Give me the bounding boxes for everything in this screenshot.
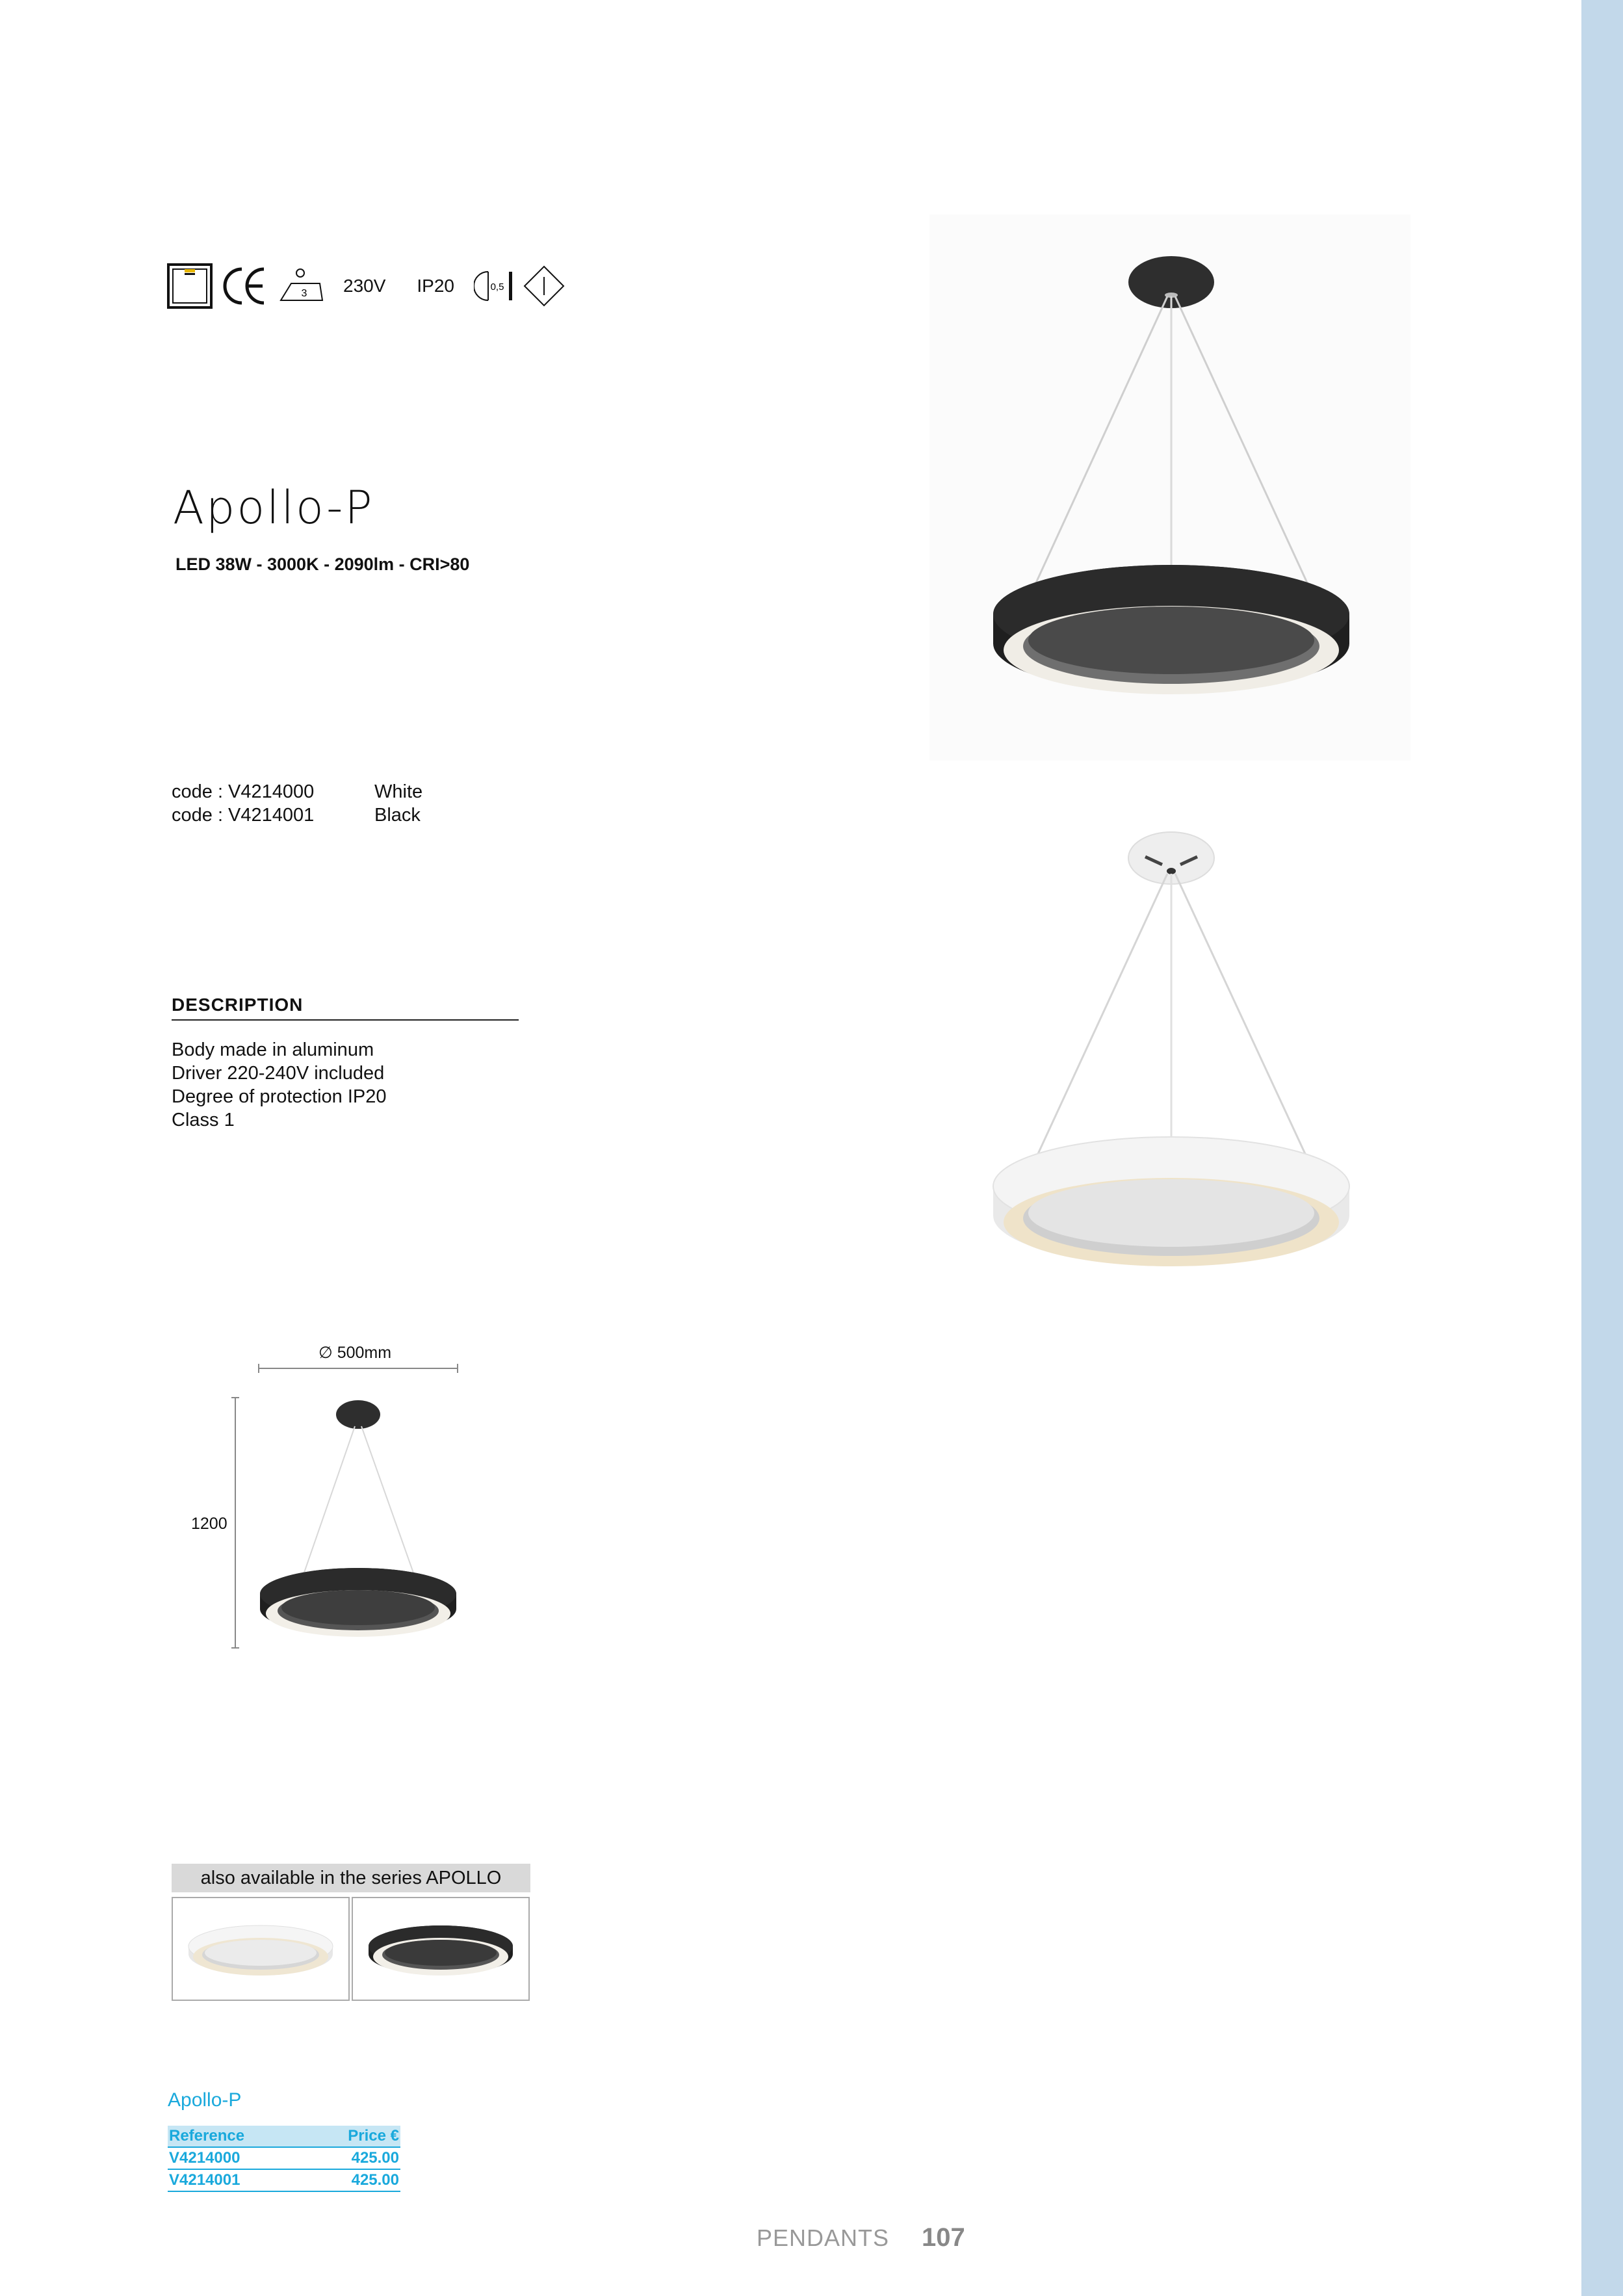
description-line: Driver 220-240V included — [172, 1063, 385, 1084]
price-cell: 425.00 — [305, 2147, 400, 2169]
variant-code: code : V4214001 — [172, 805, 315, 826]
price-header: Price € — [305, 2126, 400, 2147]
dimension-height: 1200 — [191, 1515, 227, 1533]
series-thumb-black[interactable] — [352, 1897, 530, 2001]
variant-row — [172, 780, 422, 803]
pricing-title[interactable]: Apollo-P — [168, 2089, 242, 2111]
reference-cell: V4214001 — [168, 2169, 305, 2191]
product-photo-black — [929, 215, 1410, 761]
reference-cell: V4214000 — [168, 2147, 305, 2169]
ring-white-thumbnail — [173, 1898, 348, 2000]
hook-number: 3 — [301, 288, 307, 299]
table-row — [168, 2169, 400, 2191]
section-name: PENDANTS — [757, 2224, 890, 2251]
price-table — [168, 2126, 400, 2192]
series-heading: also available in the series APOLLO — [172, 1864, 530, 1892]
class1-icon — [166, 263, 213, 309]
description-body — [172, 1038, 386, 1132]
product-title: Apollo-P — [173, 481, 374, 534]
product-photo-white — [929, 826, 1410, 1294]
voltage-label: 230V — [343, 276, 386, 296]
ce-mark-icon — [221, 263, 266, 309]
table-row — [168, 2147, 400, 2169]
page-footer — [757, 2223, 965, 2252]
description-line: Body made in aluminum — [172, 1039, 374, 1060]
ring-black-thumbnail — [353, 1898, 528, 2000]
page-sidebar-band — [1581, 0, 1623, 2296]
variant-code: code : V4214000 — [172, 781, 315, 802]
series-thumb-white[interactable] — [172, 1897, 350, 2001]
variant-color: Black — [374, 805, 421, 826]
distance-value: 0,5 — [490, 281, 504, 293]
dimension-drawing — [227, 1359, 468, 1651]
price-table-header — [168, 2126, 400, 2147]
driver-included-icon — [523, 265, 565, 307]
page-number: 107 — [922, 2223, 965, 2252]
reference-header: Reference — [168, 2126, 305, 2147]
distance-icon — [474, 267, 515, 306]
suspension-hook-icon — [274, 267, 324, 306]
description-line: Class 1 — [172, 1110, 235, 1130]
variant-color: White — [374, 781, 423, 802]
variant-row — [172, 803, 422, 827]
dimension-diameter: ∅ 500mm — [318, 1344, 392, 1362]
ip-rating-label: IP20 — [417, 276, 455, 296]
description-line: Degree of protection IP20 — [172, 1086, 387, 1107]
description-heading: DESCRIPTION — [172, 995, 519, 1021]
product-spec: LED 38W - 3000K - 2090lm - CRI>80 — [175, 554, 470, 574]
product-codes — [172, 780, 422, 827]
price-cell: 425.00 — [305, 2169, 400, 2191]
certification-icons — [166, 260, 565, 312]
